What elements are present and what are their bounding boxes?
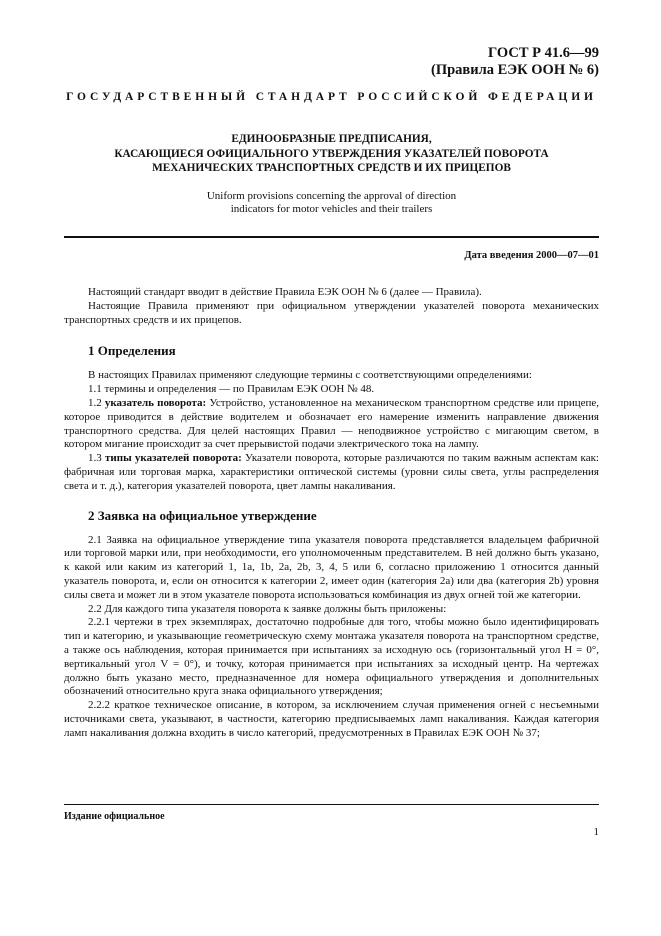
paragraph: 1.1 термины и определения — по Правилам ЕЭК ООН № 48. (88, 383, 375, 396)
clause-number: 1.2 (88, 396, 102, 409)
paragraph: 2.2.1 чертежи в трех экземплярах, достаточно подробные для того, чтобы можно было идентифицировать тип и категорию, и указывающие геометрическую схему монтажа указателя поворота на транспортном средстве, а также ось наблюдения, которая принимается при испытаниях за исходную ось (горизонтальный угол H = 0°, вертикальный угол V = 0°), и точку, которая принимается при испытаниях за исходный центр. На чертежах должно быть указано место, предназначенное для номера официального утверждения и дополнительных обозначений относительно круга знака официального утверждения; (64, 616, 599, 698)
definition-paragraph (64, 397, 599, 452)
english-title-line: Uniform provisions concerning the approval of direction (206, 190, 457, 202)
state-standard-banner: ГОСУДАРСТВЕННЫЙ СТАНДАРТ РОССИЙСКОЙ ФЕДЕРАЦИИ (66, 91, 597, 103)
paragraph: Настоящий стандарт вводит в действие Правила ЕЭК ООН № 6 (далее — Правила). (88, 286, 482, 298)
footer-divider (64, 804, 599, 805)
standard-designation (431, 45, 599, 79)
defined-term: указатель поворота: (104, 396, 207, 409)
standard-code: ГОСТ Р 41.6—99 (488, 45, 599, 61)
standard-equivalent: (Правила ЕЭК ООН № 6) (431, 62, 599, 78)
paragraph: В настоящих Правилах применяют следующие термины с соответствующими определениями: (88, 369, 532, 382)
header-divider (64, 236, 599, 238)
introduction-date: Дата введения 2000—07—01 (464, 250, 599, 261)
clause-number: 1.3 (88, 452, 102, 465)
section-heading-application: 2 Заявка на официальное утверждение (88, 507, 317, 523)
title-line: ЕДИНООБРАЗНЫЕ ПРЕДПИСАНИЯ, (231, 133, 432, 145)
definition-text: Указатели поворота, которые различаются по таким важным аспектам как: фабричная или торговая марка, характеристики оптической системы (уровни силы света, углы распределения света и т. д.), категория указателей поворота, цвет лампы накаливания. (64, 452, 599, 492)
defined-term: типы указателей поворота: (105, 452, 242, 465)
document-title (64, 132, 599, 176)
paragraph: Настоящие Правила применяют при официальном утверждении указателей поворота механических транспортных средств и их прицепов. (64, 299, 599, 326)
page-number: 1 (593, 826, 599, 838)
title-line: КАСАЮЩИЕСЯ ОФИЦИАЛЬНОГО УТВЕРЖДЕНИЯ УКАЗАТЕЛЕЙ ПОВОРОТА (114, 147, 549, 160)
edition-note: Издание официальное (64, 811, 165, 822)
section-heading-definitions: 1 Определения (88, 343, 176, 359)
paragraph: 2.1 Заявка на официальное утверждение типа указателя поворота представляется владельцем фабричной или торговой марки или, при необходимости, его уполномоченным представителем. В ней должно быть указано, к какой или каким из категорий 1, 1а, 1b, 2а, 2b, 3, 4, 5 или 6, согласно приложению 1 относится данный указатель поворота, и, если он относится к категории 2, имеет один (категория 2а) или два (категория 2b) уровня силы света и может ли в этом указателе поворота использоваться комбинация из двух огней той же категории. (64, 533, 599, 601)
english-title-line: indicators for motor vehicles and their trailers (230, 203, 433, 215)
english-title (64, 190, 599, 216)
definition-text: Устройство, установленное на механическом транспортном средстве или прицепе, которое приводится в действие водителем и обозначает его намерение изменить направление движения транспортного средства. Для целей настоящих Правил — неподвижное устройство с мигающим светом, в котором мигание происходит за счет прерывистой подачи электрического тока на лампу. (64, 396, 599, 451)
paragraph: 2.2 Для каждого типа указателя поворота к заявке должны быть приложены: (88, 602, 447, 615)
definition-paragraph (64, 452, 599, 493)
paragraph: 2.2.2 краткое техническое описание, в котором, за исключением случая применения огней с несъемными источниками света, указывают, в частности, категорию предписываемых ламп накаливания. Каждая категория ламп накаливания должна входить в число категорий, предусмотренных в Правилах ЕЭК ООН № 37; (64, 699, 599, 739)
title-line: МЕХАНИЧЕСКИХ ТРАНСПОРТНЫХ СРЕДСТВ И ИХ ПРИЦЕПОВ (152, 162, 511, 174)
document-body (64, 286, 599, 741)
